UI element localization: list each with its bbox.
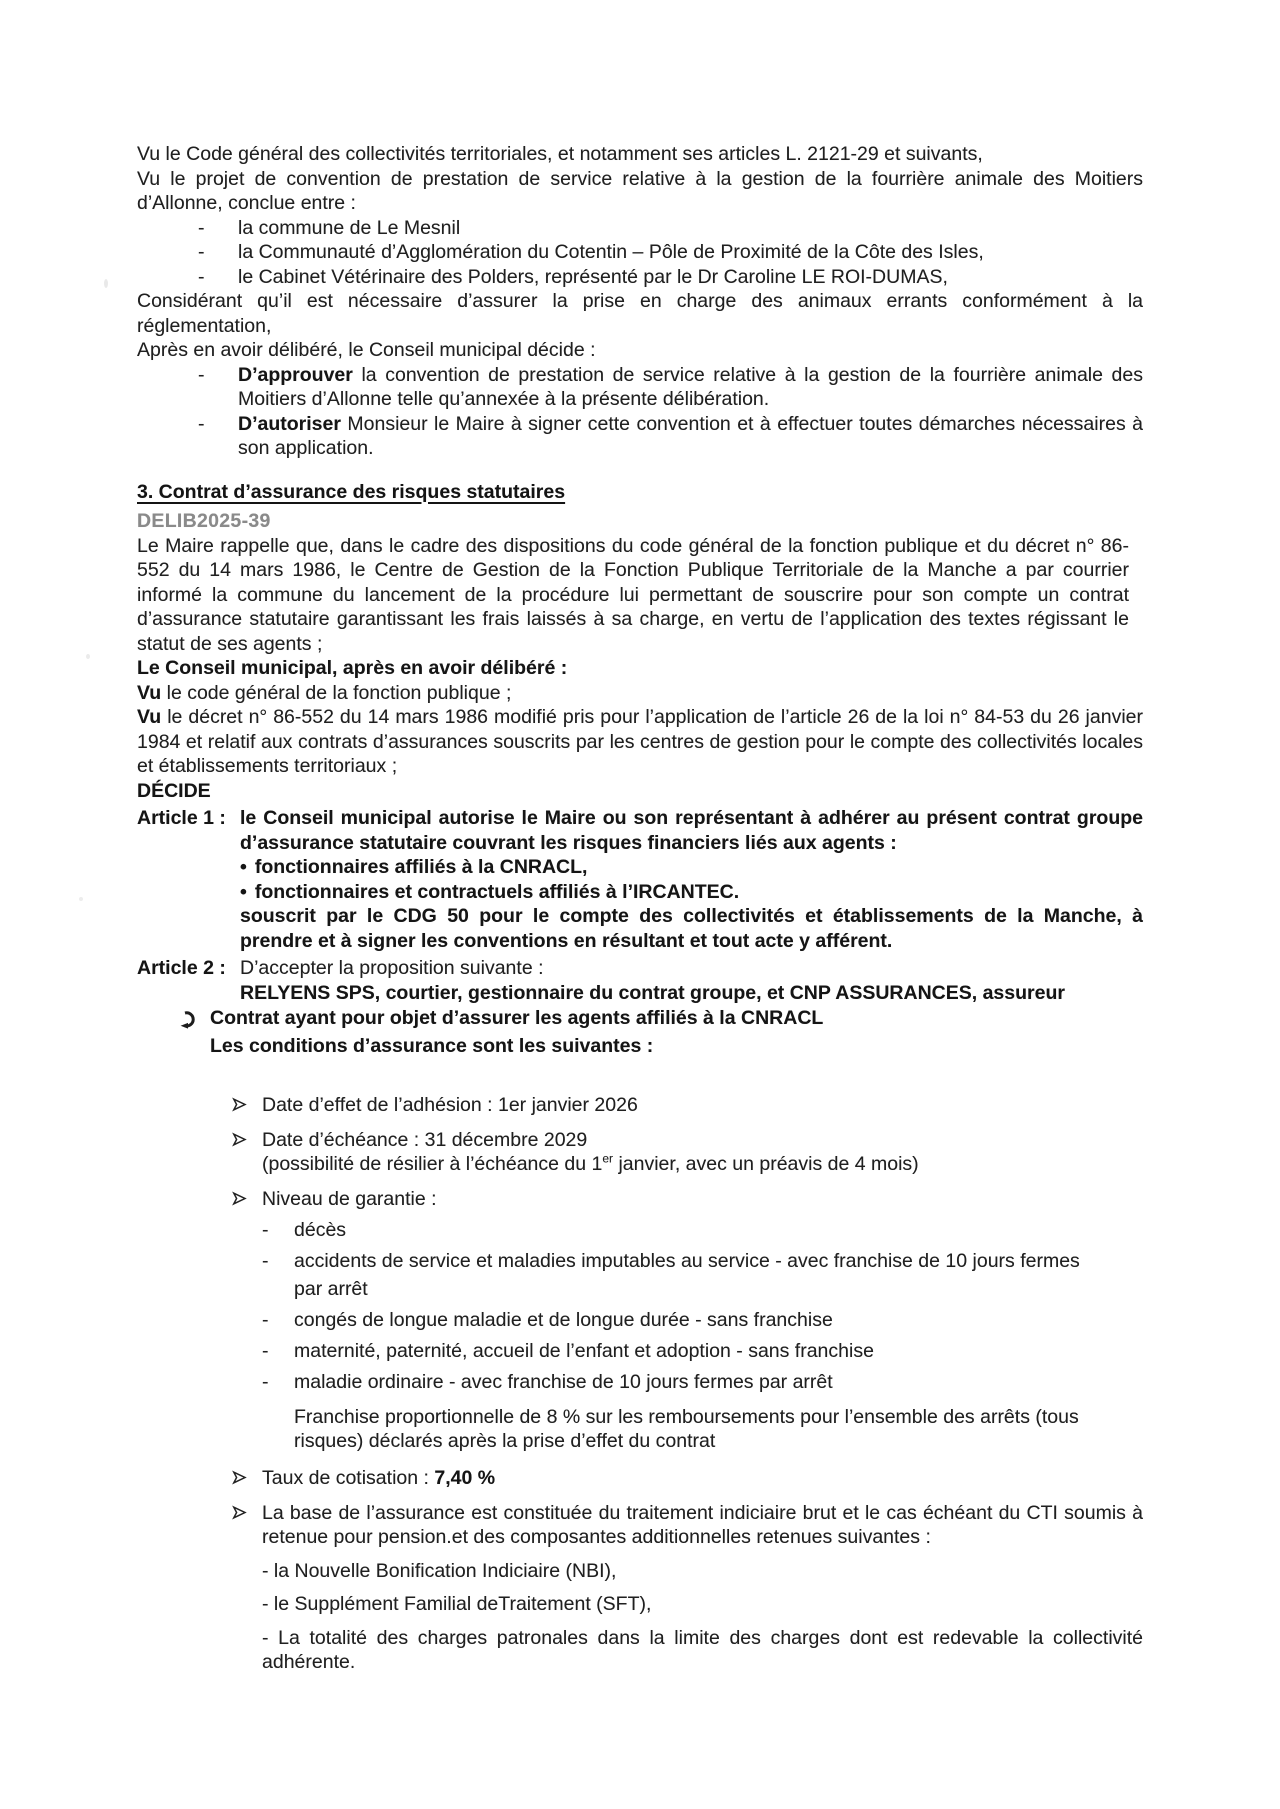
guarantee-text: congés de longue maladie et de longue durée - sans franchise xyxy=(294,1309,833,1331)
condition-text: Date d’échéance : 31 décembre 2029 xyxy=(262,1128,588,1151)
dash-bullet: - xyxy=(262,1250,269,1272)
contract-object-line: Contrat ayant pour objet d’assurer les agents affiliés à la CNRACL xyxy=(210,1007,824,1029)
dash-bullet: - xyxy=(198,363,205,386)
component-line-nbi: - la Nouvelle Bonification Indiciaire (NBI), xyxy=(262,1559,617,1582)
dash-bullet: - xyxy=(262,1219,269,1241)
dash-bullet: - xyxy=(198,216,205,239)
arrowhead-bullet-icon xyxy=(232,1132,247,1147)
guarantee-list xyxy=(262,1216,1143,1396)
component-line-sft: - le Supplément Familial deTraitement (SFT), xyxy=(262,1593,652,1615)
vu-line-2: Vu le projet de convention de prestation de service relative à la gestion de la fourrière animale des Moitiers d’Allonne, conclue entre : xyxy=(137,167,1143,214)
condition-item-base-assurance xyxy=(262,1501,1143,1675)
party-item xyxy=(137,265,1143,290)
document-content xyxy=(137,142,1143,1675)
guarantee-item xyxy=(262,1247,1094,1303)
guarantee-text: accidents de service et maladies imputables au service - avec franchise de 10 jours fermes par arrêt xyxy=(294,1250,1080,1300)
dash-bullet: - xyxy=(198,412,205,435)
decision-text: la convention de prestation de service relative à la gestion de la fourrière animale des Moitiers d’Allonne telle qu’annexée à la présente délibération. xyxy=(238,363,1143,410)
taux-label: Taux de cotisation : xyxy=(262,1467,435,1489)
condition-item-taux xyxy=(262,1466,1143,1491)
taux-value: 7,40 % xyxy=(434,1467,496,1489)
vu-line-1: Vu le Code général des collectivités territoriales, et notamment ses articles L. 2121-29 et suivants, xyxy=(137,143,983,165)
condition-text: Niveau de garantie : xyxy=(262,1187,437,1210)
dash-bullet: - xyxy=(262,1371,269,1393)
decision-item xyxy=(137,412,1143,461)
article-1-bullet-item xyxy=(240,880,1143,905)
dash-bullet: - xyxy=(262,1309,269,1331)
condition-text: Date d’effet de l’adhésion : 1er janvier 2026 xyxy=(262,1094,638,1116)
resiliation-note xyxy=(262,1152,1143,1177)
article-2-text: D’accepter la proposition suivante : xyxy=(240,957,544,979)
bullet-text: fonctionnaires affiliés à la CNRACL, xyxy=(254,856,588,878)
decision-item xyxy=(137,363,1143,412)
taux-line xyxy=(262,1466,1143,1491)
deliberation-reference: DELIB2025-39 xyxy=(137,510,271,532)
conseil-deliberation-line: Le Conseil municipal, après en avoir délibéré : xyxy=(137,657,568,679)
arrowhead-bullet-icon xyxy=(232,1191,247,1206)
conditions-intro-line: Les conditions d’assurance sont les suivantes : xyxy=(210,1034,654,1057)
party-item xyxy=(137,216,1143,241)
insurance-conditions-list xyxy=(137,1093,1143,1675)
section-3-intro-paragraph: Le Maire rappelle que, dans le cadre des dispositions du code général de la fonction publique et du décret n° 86-552 du 14 mars 1986, le Centre de Gestion de la Fonction Publique Territoriale de la Manche a par courrier informé la commune du lancement de la procédure lui permettant de souscrire pour son compte un contrat d’assurance statutaire garantissant les frais laissés à sa charge, en vertu de l’application des textes régissant le statut de ses agents ; xyxy=(137,534,1129,655)
article-1-body xyxy=(240,806,1143,953)
article-2-label: Article 2 : xyxy=(137,957,226,979)
decision-lead: D’approuver xyxy=(238,363,353,386)
dash-bullet: - xyxy=(198,241,205,263)
arrowhead-bullet-icon xyxy=(232,1505,247,1520)
guarantee-item xyxy=(262,1337,1094,1365)
resiliation-pre: (possibilité de résilier à l’échéance du 1 xyxy=(262,1153,603,1175)
dot-bullet: • xyxy=(240,856,247,878)
article-2-proposal: RELYENS SPS, courtier, gestionnaire du contrat groupe, et CNP ASSURANCES, assureur xyxy=(240,981,1065,1004)
considerant-paragraph: Considérant qu’il est nécessaire d’assurer la prise en charge des animaux errants conformément à la réglementation, xyxy=(137,290,1143,337)
dash-bullet: - xyxy=(198,265,205,288)
condition-item-niveau-garantie xyxy=(262,1187,1143,1454)
vu-code-line xyxy=(137,681,1143,706)
section-3-title: 3. Contrat d’assurance des risques statutaires xyxy=(137,480,566,503)
franchise-note: Franchise proportionnelle de 8 % sur les remboursements pour l’ensemble des arrêts (tous risques) déclarés après la prise d’effet du contrat xyxy=(294,1406,1079,1452)
party-text: la Communauté d’Agglomération du Cotentin – Pôle de Proximité de la Côte des Isles, xyxy=(238,241,984,263)
bullet-text: fonctionnaires et contractuels affiliés à l’IRCANTEC. xyxy=(254,880,740,903)
party-item xyxy=(137,240,1143,265)
scan-artifact xyxy=(79,897,83,901)
vu-text: le décret n° 86-552 du 14 mars 1986 modifié pris pour l’application de l’article 26 de la loi n° 84-53 du 26 janvier 1984 et relatif aux contrats d’assurances souscrits par les centres de gestion pour le compte des collectivités locales et établissements territoriaux ; xyxy=(137,706,1143,777)
guarantee-item xyxy=(262,1216,1094,1244)
decision-text: Monsieur le Maire à signer cette convention et à effectuer toutes démarches nécessaires à son application. xyxy=(238,412,1143,459)
scan-artifact xyxy=(104,279,108,288)
apres-deliberation-line: Après en avoir délibéré, le Conseil municipal décide : xyxy=(137,339,596,361)
guarantee-text: maladie ordinaire - avec franchise de 10 jours fermes par arrêt xyxy=(294,1371,833,1393)
article-1-closing: souscrit par le CDG 50 pour le compte des collectivités et établissements de la Manche, à prendre et à signer les conventions en résultant et tout acte y afférent. xyxy=(240,905,1143,952)
arrowhead-bullet-icon xyxy=(232,1097,247,1112)
curved-arrow-bullet-icon xyxy=(179,1010,198,1030)
guarantee-item xyxy=(262,1306,1094,1334)
article-1-bullet-item xyxy=(240,855,1143,880)
article-2 xyxy=(137,956,1143,1005)
article-2-body xyxy=(240,956,1143,1005)
decision-lead: D’autoriser xyxy=(238,412,341,435)
dash-bullet: - xyxy=(262,1340,269,1362)
resiliation-post: janvier, avec un préavis de 4 mois) xyxy=(613,1153,919,1175)
guarantee-text: décès xyxy=(294,1219,347,1241)
guarantee-item xyxy=(262,1368,1094,1396)
condition-item-date-echeance xyxy=(262,1128,1143,1177)
contract-object-block xyxy=(137,1006,1143,1058)
vu-lead: Vu xyxy=(137,681,162,704)
party-text: la commune de Le Mesnil xyxy=(238,216,461,239)
article-1 xyxy=(137,806,1143,953)
party-text: le Cabinet Vétérinaire des Polders, représenté par le Dr Caroline LE ROI-DUMAS, xyxy=(238,265,948,288)
vu-text: le code général de la fonction publique ; xyxy=(161,681,512,704)
vu-decret-paragraph xyxy=(137,705,1143,779)
component-line-charges: - La totalité des charges patronales dans la limite des charges dont est redevable la collectivité adhérente. xyxy=(262,1626,1143,1673)
base-assurance-text: La base de l’assurance est constituée du traitement indiciaire brut et le cas échéant du CTI soumis à retenue pour pension.et des composantes additionnelles retenues suivantes : xyxy=(262,1501,1143,1548)
article-1-text: le Conseil municipal autorise le Maire ou son représentant à adhérer au présent contrat groupe d’assurance statutaire couvrant les risques financiers liés aux agents : xyxy=(240,807,1143,854)
dot-bullet: • xyxy=(240,880,247,903)
arrowhead-bullet-icon xyxy=(232,1470,247,1485)
article-1-label: Article 1 : xyxy=(137,807,226,829)
scan-artifact xyxy=(86,654,90,659)
vu-lead: Vu xyxy=(137,706,162,728)
condition-item-date-effet xyxy=(262,1093,1143,1118)
guarantee-text: maternité, paternité, accueil de l’enfant et adoption - sans franchise xyxy=(294,1340,874,1362)
ordinal-superscript: er xyxy=(602,1151,614,1166)
decide-heading: DÉCIDE xyxy=(137,779,211,802)
